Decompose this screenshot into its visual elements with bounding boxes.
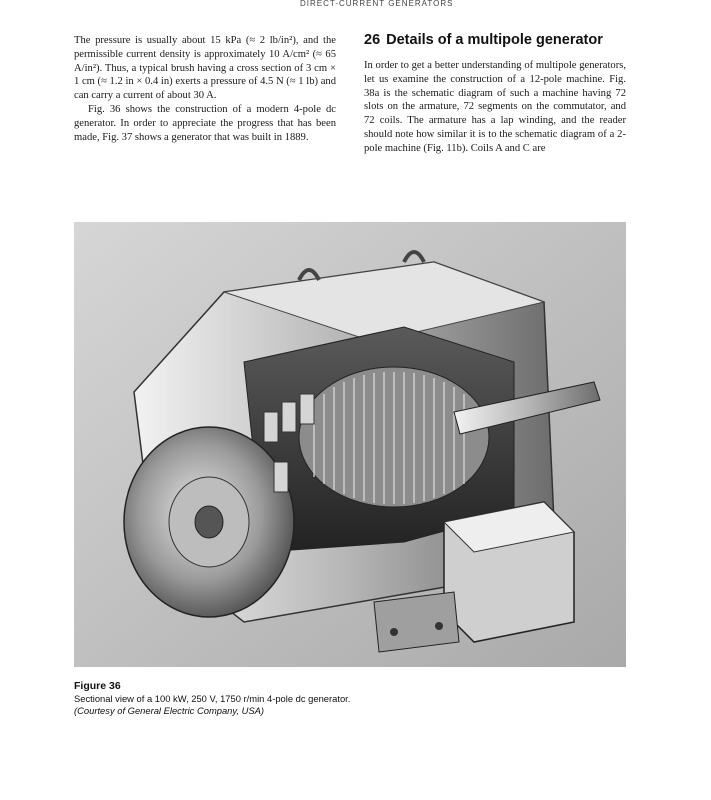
- running-head: DIRECT-CURRENT GENERATORS: [300, 0, 454, 7]
- generator-photo: [74, 222, 626, 667]
- figure-caption: [74, 680, 626, 716]
- figure-label: Figure 36: [74, 680, 121, 692]
- left-text-column: [74, 34, 336, 144]
- figure-description: Sectional view of a 100 kW, 250 V, 1750 r/min 4-pole dc generator.: [74, 693, 351, 704]
- generator-illustration: [74, 222, 626, 667]
- section-title: Details of a multipole generator: [386, 32, 603, 48]
- section-number: 26: [364, 32, 381, 48]
- figure-credit: (Courtesy of General Electric Company, USA): [74, 704, 264, 716]
- section-heading: [364, 31, 626, 49]
- paragraph-brush-pressure: The pressure is usually about 15 kPa (≈ 2 lb/in²), and the permissible current density is approximately 10 A/cm² (≈ 65 A/in²). Thus, a typical brush having a cross section of 3 cm × 1 cm (≈ 1.2 in × 0.4 in) exerts a pressure of 4.5 N (≈ 1 lb) and can carry a current of about 30 A.: [74, 35, 336, 102]
- right-text-column: [364, 31, 626, 156]
- paragraph-multipole: In order to get a better understanding of multipole generators, let us examine the construction of a 12-pole machine. Fig. 38a is the schematic diagram of such a machine having 72 slots on the armature, 72 segments on the commutator, and 72 coils. The armature has a lap winding, and the reader should note how similar it is to the schematic diagram of a 2-pole machine (Fig. 11b). Coils A and C are: [364, 60, 626, 154]
- paragraph-figure-reference: Fig. 36 shows the construction of a modern 4-pole dc generator. In order to appreciate the progress that has been made, Fig. 37 shows a generator that was built in 1889.: [74, 103, 336, 143]
